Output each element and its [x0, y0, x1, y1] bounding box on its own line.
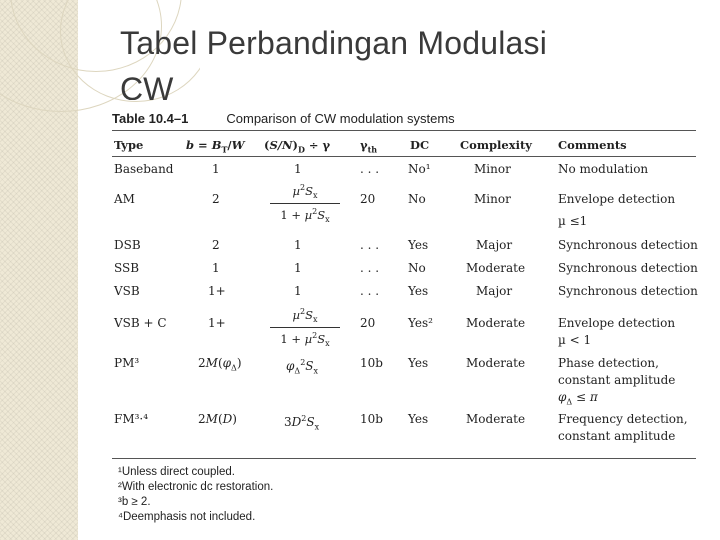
- table-cell: 2: [212, 192, 220, 206]
- table-cell: Yes²: [408, 316, 433, 330]
- footnote: ⁴Deemphasis not included.: [118, 511, 256, 523]
- table-cell: constant amplitude: [558, 429, 676, 443]
- header-dc: DC: [410, 138, 430, 152]
- table-cell: No: [408, 192, 426, 206]
- table-cell: . . .: [360, 261, 380, 275]
- table-cell: Moderate: [466, 356, 526, 370]
- table-cell: 1+: [208, 316, 226, 330]
- table-row-type: PM³: [114, 356, 140, 370]
- comparison-table-image: [108, 108, 696, 536]
- table-cell: Synchronous detection: [558, 284, 698, 298]
- table-cell: $2M(\varphi_\Delta)$: [198, 356, 242, 373]
- table-cell: Major: [476, 238, 513, 252]
- footnote: ³b ≥ 2.: [118, 496, 151, 508]
- table-cell: constant amplitude: [558, 373, 676, 387]
- table-row-type: AM: [114, 192, 135, 206]
- table-cell: . . .: [360, 284, 380, 298]
- table-cell: Synchronous detection: [558, 261, 698, 275]
- table-cell: 1: [294, 162, 302, 176]
- footnote: ²With electronic dc restoration.: [118, 481, 274, 493]
- table-cell: Frequency detection,: [558, 412, 688, 426]
- table-row-type: Baseband: [114, 162, 174, 176]
- table-cell: $3D^2S_x$: [284, 414, 320, 432]
- header-rule: [112, 156, 696, 157]
- table-bottom-rule: [112, 458, 696, 459]
- vsb-c-snr-fraction: $\mu^2S_x$ $1 + \mu^2S_x$: [270, 304, 340, 351]
- header-b: $b = B_T/W$: [186, 138, 245, 155]
- table-cell: Yes: [408, 238, 429, 252]
- table-cell: Major: [476, 284, 513, 298]
- table-cell: Synchronous detection: [558, 238, 698, 252]
- table-cell: 20: [360, 192, 376, 206]
- table-cell: Envelope detection: [558, 192, 676, 206]
- table-cell: 20: [360, 316, 376, 330]
- slide-title: Tabel Perbandingan Modulasi: [120, 25, 548, 61]
- table-cell: 1: [212, 261, 220, 275]
- table-cell: 1+: [208, 284, 226, 298]
- table-cell: $\varphi_\Delta^2S_x$: [286, 358, 319, 376]
- table-label: Table 10.4–1: [112, 111, 189, 126]
- table-cell: No: [408, 261, 426, 275]
- slide-title-continued: CW: [120, 71, 174, 100]
- header-type: Type: [114, 138, 144, 152]
- table-row-type: DSB: [114, 238, 141, 252]
- table-row-type: VSB + C: [114, 316, 167, 330]
- header-gamma-th: $\gamma_{th}$: [360, 138, 378, 155]
- table-cell: 2M(D): [198, 412, 237, 426]
- header-complexity: Complexity: [460, 138, 532, 152]
- header-snr: $(S/N)_D \div \gamma$: [264, 138, 331, 155]
- am-snr-fraction: $\mu^2S_x$ $1 + \mu^2S_x$: [270, 180, 340, 227]
- table-cell: Phase detection,: [558, 356, 659, 370]
- table-top-rule: [112, 130, 696, 131]
- table-cell: µ ≤1: [558, 214, 588, 228]
- table-cell: Moderate: [466, 261, 526, 275]
- table-cell: 1: [294, 261, 302, 275]
- table-heading: [112, 111, 455, 126]
- footnote: ¹Unless direct coupled.: [118, 466, 235, 478]
- table-cell: Minor: [474, 192, 511, 206]
- table-cell: No¹: [408, 162, 431, 176]
- table-cell: Moderate: [466, 412, 526, 426]
- table-cell: 10b: [360, 356, 383, 370]
- table-row-type: VSB: [114, 284, 140, 298]
- table-cell: Yes: [408, 412, 429, 426]
- table-cell: Minor: [474, 162, 511, 176]
- table-row-type: FM³·⁴: [114, 412, 149, 426]
- table-cell: Yes: [408, 284, 429, 298]
- table-cell: 1: [294, 238, 302, 252]
- table-cell: . . .: [360, 162, 380, 176]
- table-caption: Comparison of CW modulation systems: [226, 111, 455, 126]
- table-row-type: SSB: [114, 261, 140, 275]
- table-cell: $\varphi_\Delta \le \pi$: [558, 390, 598, 407]
- table-cell: 1: [212, 162, 220, 176]
- table-cell: 2: [212, 238, 220, 252]
- table-cell: 1: [294, 284, 302, 298]
- table-cell: No modulation: [558, 162, 649, 176]
- table-cell: Moderate: [466, 316, 526, 330]
- table-cell: Yes: [408, 356, 429, 370]
- table-cell: µ < 1: [558, 333, 592, 347]
- table-cell: 10b: [360, 412, 383, 426]
- header-comments: Comments: [558, 138, 627, 152]
- table-cell: . . .: [360, 238, 380, 252]
- table-cell: Envelope detection: [558, 316, 676, 330]
